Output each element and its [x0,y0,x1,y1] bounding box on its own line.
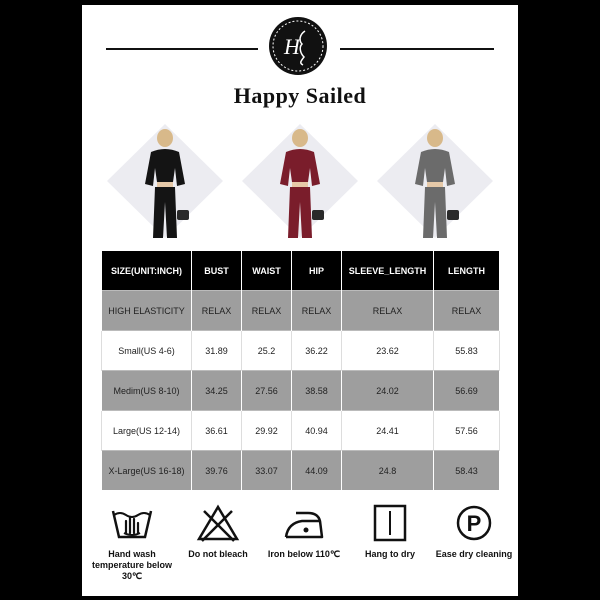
cell-value: 24.02 [342,371,434,411]
brand-logo [269,17,327,75]
cell-value: 36.22 [292,331,342,371]
product-photo-burgundy [240,122,360,240]
cell-value: 56.69 [434,371,500,411]
dry-clean-icon [452,503,496,543]
cell-value: 57.56 [434,411,500,451]
black-outfit-photo-icon [105,122,225,240]
row-label: HIGH ELASTICITY [102,291,192,331]
cell-value: 36.61 [192,411,242,451]
table-row [102,331,500,371]
cell-value: 25.2 [242,331,292,371]
care-label: Ease dry cleaning [435,549,513,559]
care-label: Hang to dry [364,549,415,559]
header-size: SIZE(UNIT:INCH) [102,251,192,291]
burgundy-outfit-photo-icon [240,122,360,240]
cell-value: 33.07 [242,451,292,491]
size-chart-table [101,251,500,490]
header-rule-left [106,48,258,50]
product-photo-gray [375,122,495,240]
table-row [102,291,500,331]
care-iron [262,503,346,560]
cell-value: RELAX [342,291,434,331]
header-waist: WAIST [242,251,292,291]
table-row [102,451,500,491]
cell-value: RELAX [434,291,500,331]
care-hang-to-dry [348,503,432,560]
cell-value: RELAX [292,291,342,331]
care-do-not-bleach [176,503,260,560]
care-hand-wash [90,503,174,582]
cell-value: 55.83 [434,331,500,371]
hand-wash-icon [110,503,154,543]
care-label: Do not bleach [188,549,248,559]
hang-to-dry-icon [368,503,412,543]
cell-value: 29.92 [242,411,292,451]
row-label: Large(US 12-14) [102,411,192,451]
cell-value: 27.56 [242,371,292,411]
cell-value: 58.43 [434,451,500,491]
cell-value: 34.25 [192,371,242,411]
row-label: Medim(US 8-10) [102,371,192,411]
brand-name: Happy Sailed [233,83,367,108]
cell-value: 31.89 [192,331,242,371]
cell-value: 23.62 [342,331,434,371]
logo-letter: H [284,34,300,59]
header-rule-right [340,48,494,50]
header-sleeve-length: SLEEVE_LENGTH [342,251,434,291]
size-chart-header-row [102,251,500,291]
cell-value: RELAX [242,291,292,331]
cell-value: 24.41 [342,411,434,451]
product-info-card [82,5,518,596]
header-hip: HIP [292,251,342,291]
header-length: LENGTH [434,251,500,291]
cell-value: 40.94 [292,411,342,451]
iron-icon [282,503,326,543]
row-label: X-Large(US 16-18) [102,451,192,491]
header-bust: BUST [192,251,242,291]
cell-value: RELAX [192,291,242,331]
cell-value: 39.76 [192,451,242,491]
cell-value: 44.09 [292,451,342,491]
gray-outfit-photo-icon [375,122,495,240]
care-label: Iron below 110℃ [267,549,341,559]
table-row [102,411,500,451]
dry-clean-symbol: P [466,511,482,536]
brand-logo-icon [269,17,327,75]
care-label: Hand wash temperature below 30℃ [91,549,173,581]
row-label: Small(US 4-6) [102,331,192,371]
cell-value: 24.8 [342,451,434,491]
do-not-bleach-icon [196,503,240,543]
cell-value: 38.58 [292,371,342,411]
care-dry-clean [432,503,516,560]
product-photo-black [105,122,225,240]
table-row [102,371,500,411]
